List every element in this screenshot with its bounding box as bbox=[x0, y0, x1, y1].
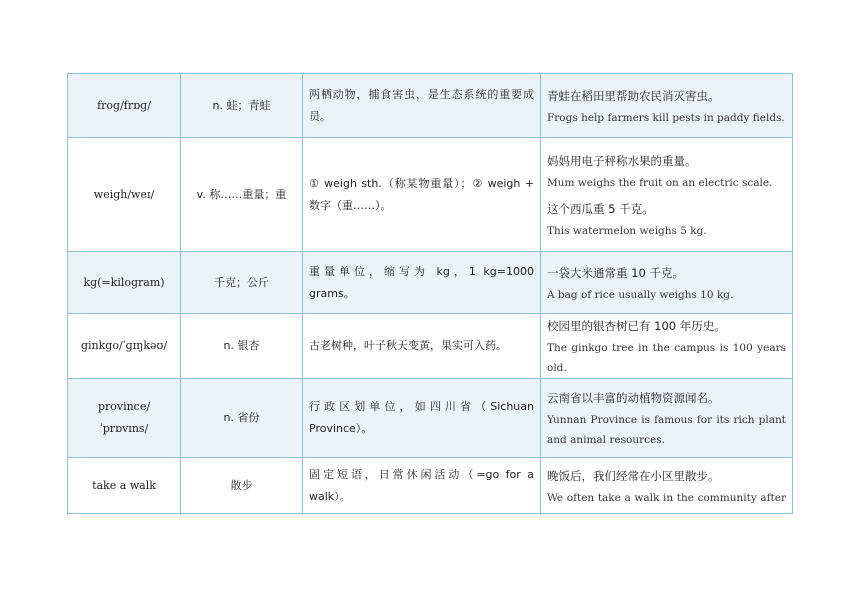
example-english: Mum weighs the fruit on an electric scale. bbox=[547, 176, 773, 189]
example-chinese: 云南省以丰富的动植物资源闻名。 bbox=[547, 391, 720, 405]
part-of-speech-cell: v. 称……重量；重 bbox=[181, 138, 303, 252]
example-cell bbox=[541, 314, 793, 379]
table-row bbox=[68, 252, 793, 314]
table-row bbox=[68, 74, 793, 138]
word-cell: province/ˈprɒvɪns/ bbox=[68, 379, 181, 458]
vocabulary-table bbox=[67, 73, 793, 514]
word-cell: weigh/weɪ/ bbox=[68, 138, 181, 252]
word-cell: take a walk bbox=[68, 458, 181, 514]
part-of-speech-cell: n. 蛙；青蛙 bbox=[181, 74, 303, 138]
example-cell bbox=[541, 458, 793, 514]
part-of-speech-cell: n. 银杏 bbox=[181, 314, 303, 379]
example-cell bbox=[541, 379, 793, 458]
example-english: Yunnan Province is famous for its rich plant and animal resources. bbox=[547, 414, 786, 446]
explanation-cell: ① weigh sth.（称某物重量）；② weigh + 数字（重……）。 bbox=[303, 138, 541, 252]
example-cell bbox=[541, 252, 793, 314]
explanation-cell: 两栖动物，捕食害虫，是生态系统的重要成员。 bbox=[303, 74, 541, 138]
example-cell bbox=[541, 74, 793, 138]
example-chinese: 晚饭后，我们经常在小区里散步。 bbox=[547, 468, 720, 483]
explanation-cell: 行政区划单位，如四川省（Sichuan Province）。 bbox=[303, 379, 541, 458]
table-row bbox=[68, 379, 793, 458]
example-chinese: 青蛙在稻田里帮助农民消灭害虫。 bbox=[547, 88, 720, 103]
example-chinese: 一袋大米通常重 10 千克。 bbox=[547, 265, 684, 280]
word-cell: ginkgo/ˈɡɪŋkəʊ/ bbox=[68, 314, 181, 379]
explanation-cell: 古老树种，叶子秋天变黄，果实可入药。 bbox=[303, 314, 541, 379]
example-english: The ginkgo tree in the campus is 100 years old. bbox=[547, 342, 786, 374]
part-of-speech-cell: 千克；公斤 bbox=[181, 252, 303, 314]
table-row bbox=[68, 314, 793, 379]
table-row bbox=[68, 458, 793, 514]
example-english: This watermelon weighs 5 kg. bbox=[547, 224, 707, 237]
example-english: A bag of rice usually weighs 10 kg. bbox=[547, 288, 734, 301]
explanation-cell: 固定短语，日常休闲活动（=go for a walk）。 bbox=[303, 458, 541, 514]
example-chinese: 这个西瓜重 5 千克。 bbox=[547, 201, 654, 216]
word-cell: kg(=kilogram) bbox=[68, 252, 181, 314]
word-cell: frog/frɒɡ/ bbox=[68, 74, 181, 138]
part-of-speech-cell: 散步 bbox=[181, 458, 303, 514]
explanation-cell: 重量单位，缩写为 kg，1 kg=1000 grams。 bbox=[303, 252, 541, 314]
example-english: We often take a walk in the community after bbox=[547, 491, 786, 504]
example-chinese: 妈妈用电子秤称水果的重量。 bbox=[547, 153, 697, 168]
table-row bbox=[68, 138, 793, 252]
example-english: Frogs help farmers kill pests in paddy fields. bbox=[547, 111, 785, 124]
example-cell bbox=[541, 138, 793, 252]
part-of-speech-cell: n. 省份 bbox=[181, 379, 303, 458]
example-chinese: 校园里的银杏树已有 100 年历史。 bbox=[547, 319, 726, 333]
